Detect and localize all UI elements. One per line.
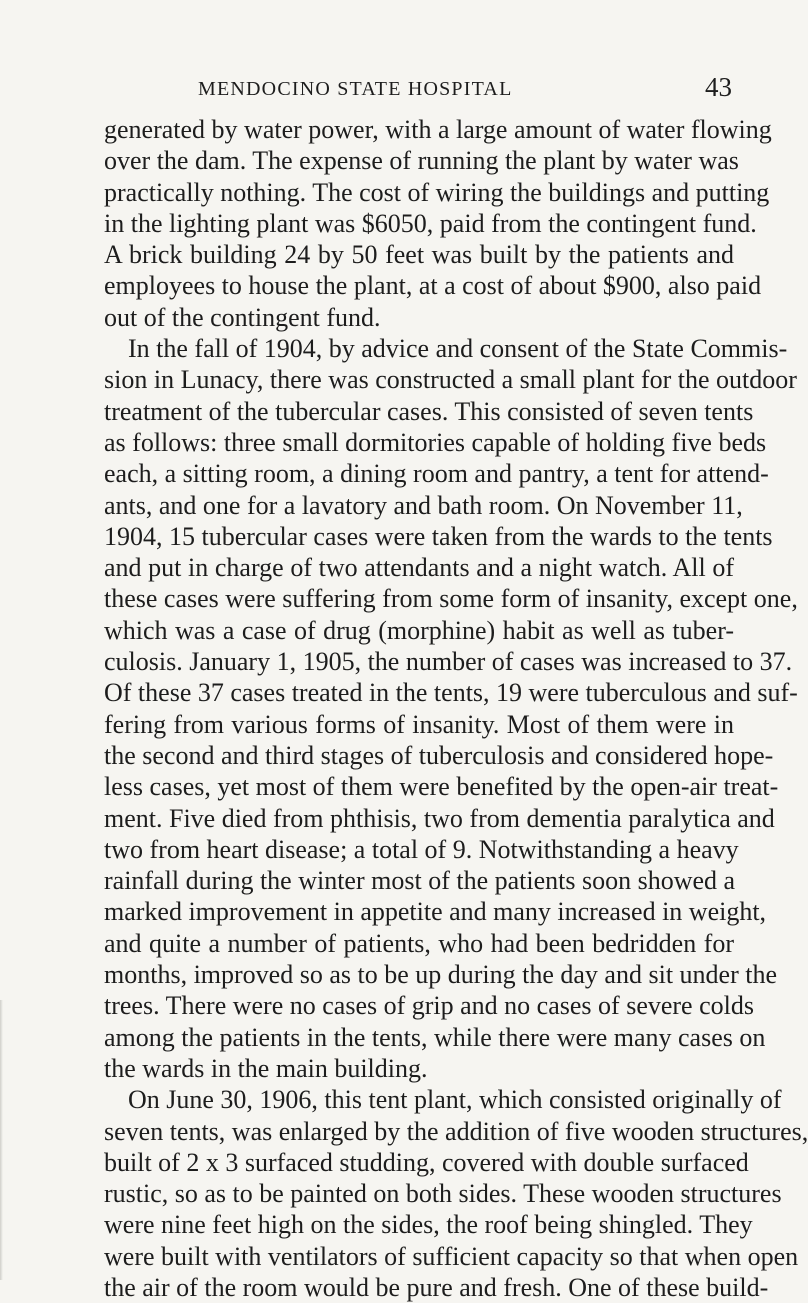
page-number: 43: [705, 72, 732, 102]
text-line: which was a case of drug (morphine) habit as well as tuber-: [104, 615, 734, 645]
text-line: 1904, 15 tubercular cases were taken from the wards to the tents: [104, 521, 773, 551]
text-line: rainfall during the winter most of the patients soon showed a: [104, 866, 736, 896]
text-line: the air of the room would be pure and fresh. One of these build-: [104, 1272, 769, 1302]
text-line: over the dam. The expense of running the plant by water was: [104, 146, 739, 176]
text-line: A brick building 24 by 50 feet was built by the patients and: [104, 240, 734, 270]
text-line: each, a sitting room, a dining room and pantry, a tent for attend-: [104, 459, 769, 489]
text-line: employees to house the plant, at a cost of about $900, also paid: [104, 271, 762, 301]
text-line: rustic, so as to be painted on both sides. These wooden structures: [104, 1179, 782, 1209]
text-line: the second and third stages of tuberculosis and considered hope-: [104, 740, 774, 770]
text-line: seven tents, was enlarged by the addition of five wooden structures,: [104, 1116, 808, 1146]
page-header: [172, 72, 732, 106]
text-line: and put in charge of two attendants and a night watch. All of: [104, 553, 734, 583]
text-line: practically nothing. The cost of wiring the buildings and putting: [104, 177, 770, 207]
text-line: built of 2 x 3 surfaced studding, covered with double surfaced: [104, 1147, 749, 1177]
text-line: ment. Five died from phthisis, two from dementia paralytica and: [104, 803, 775, 833]
running-head: MENDOCINO STATE HOSPITAL: [198, 78, 513, 100]
paragraph-start-line: On June 30, 1906, this tent plant, which consisted originally of: [128, 1085, 782, 1115]
text-line: generated by water power, with a large amount of water flowing: [104, 115, 772, 144]
paragraph-end-line: out of the contingent fund.: [104, 302, 381, 332]
text-line: culosis. January 1, 1905, the number of cases was increased to 37.: [104, 647, 793, 677]
text-line: sion in Lunacy, there was constructed a small plant for the outdoor: [104, 365, 797, 395]
body-text: [104, 114, 808, 1303]
text-line: treatment of the tubercular cases. This consisted of seven tents: [104, 396, 754, 426]
text-line: as follows: three small dormitories capable of holding five beds: [104, 427, 767, 457]
text-line: these cases were suffering from some form of insanity, except one,: [104, 584, 798, 614]
text-line: marked improvement in appetite and many increased in weight,: [104, 897, 767, 927]
text-line: less cases, yet most of them were benefited by the open-air treat-: [104, 772, 779, 802]
scan-edge-shadow: [0, 1000, 3, 1280]
text-line: trees. There were no cases of grip and no cases of severe colds: [104, 991, 754, 1021]
text-line: among the patients in the tents, while there were many cases on: [104, 1022, 766, 1052]
text-line: were nine feet high on the sides, the roof being shingled. They: [104, 1210, 753, 1240]
text-line: fering from various forms of insanity. Most of them were in: [104, 709, 734, 739]
paragraph-start-line: In the fall of 1904, by advice and consent of the State Commis-: [128, 334, 788, 364]
text-line: two from heart disease; a total of 9. Notwithstanding a heavy: [104, 834, 739, 864]
text-line: ants, and one for a lavatory and bath room. On November 11,: [104, 490, 743, 520]
text-line: months, improved so as to be up during the day and sit under the: [104, 960, 778, 990]
text-line: were built with ventilators of sufficient capacity so that when open: [104, 1241, 799, 1271]
text-line: and quite a number of patients, who had been bedridden for: [104, 928, 734, 958]
paragraph-end-line: the wards in the main building.: [104, 1053, 428, 1083]
text-line: in the lighting plant was $6050, paid from the contingent fund.: [104, 208, 757, 238]
text-line: Of these 37 cases treated in the tents, 19 were tuberculous and suf-: [104, 678, 798, 708]
